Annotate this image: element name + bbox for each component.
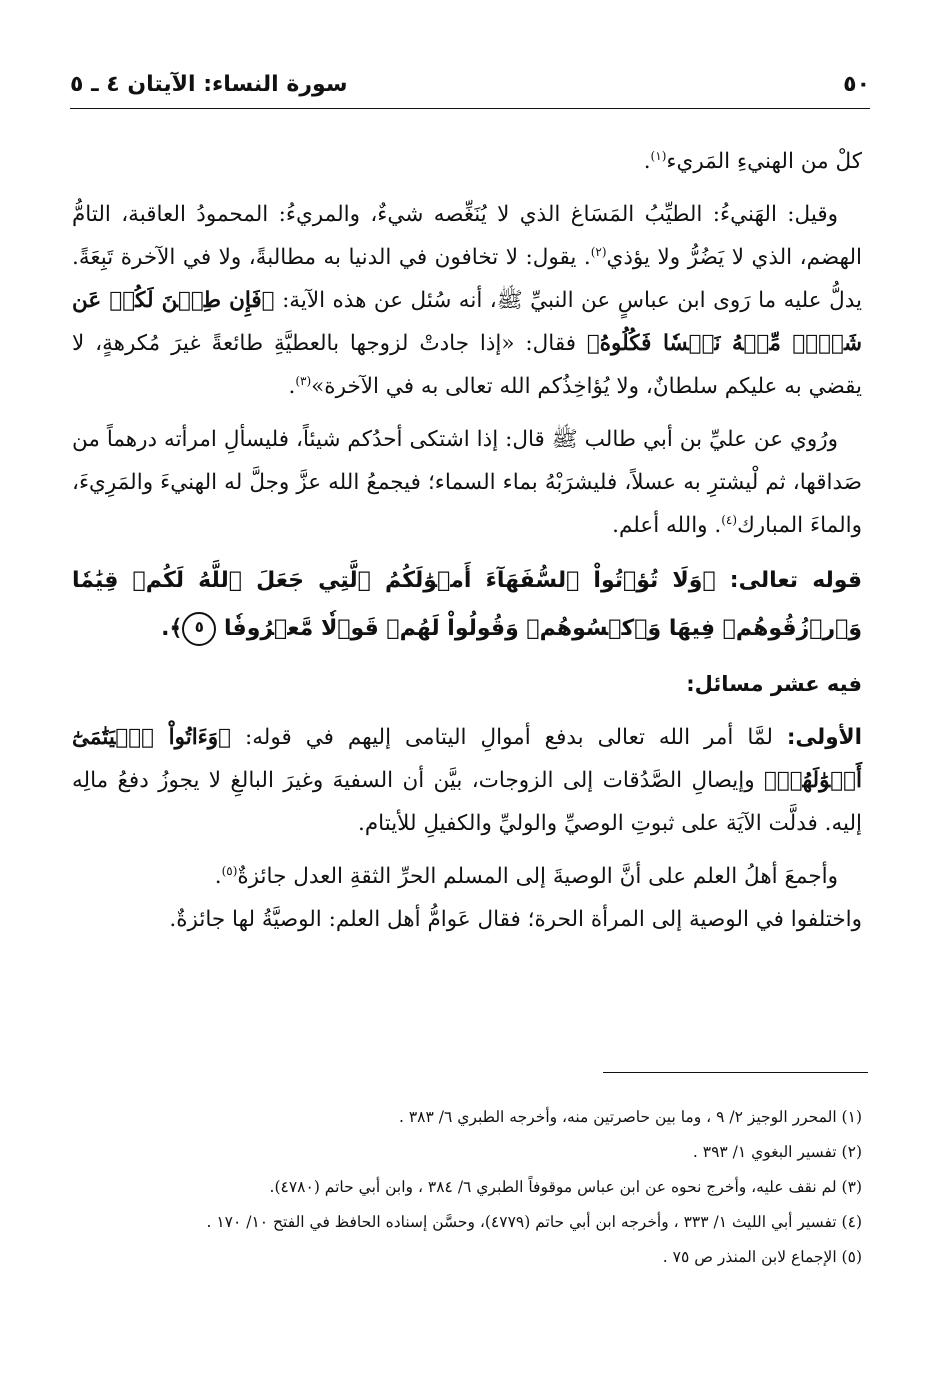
- footnote-1: (١) المحرر الوجيز ٢/ ٩ ، وما بين حاصرتين منه، وأخرجه الطبري ٦/ ٣٨٣ .: [399, 1108, 862, 1126]
- footnote-ref-5: (٥): [221, 863, 238, 878]
- verse-block: قوله تعالى: ﴿وَلَا تُؤۡتُواْ ٱلسُّفَهَآءَ أَمۡوَٰلَكُمُ ٱلَّتِي جَعَلَ ٱللَّهُ لَكُمۡ قِيَٰمٗا وَٱرۡزُقُوهُمۡ فِيهَا وَٱكۡسُوهُمۡ وَقُولُواْ لَهُمۡ قَوۡلٗا مَّعۡرُوفٗا ٥﴾.: [72, 557, 862, 653]
- issue-label: الأولى:: [786, 725, 862, 750]
- paragraph-5: وأجمعَ أهلُ العلم على أنَّ الوصيةَ إلى المسلم الحرِّ الثقةِ العدل جائزةٌ$^{(٥)}$.: [214, 863, 838, 889]
- paragraph-1: كلْ من الهنيءِ المَريء$^{(١)}$.: [643, 148, 862, 174]
- section-heading: فيه عشر مسائل:: [686, 672, 862, 696]
- header-rule: [70, 108, 870, 109]
- verse-lead: قوله تعالى:: [715, 568, 862, 593]
- page-header: [70, 62, 870, 106]
- paragraph-2: وقيل: الهَنيءُ: الطيِّبُ المَسَاغ الذي لا يُنَغِّصه شيءٌ، والمريءُ: المحمودُ العاقبة، التامُّ الهضم، الذي لا يَضُرُّ ولا يؤذي$^{(٢)}$. يقول: لا تخافون في الدنيا به مطالبةً، ولا في الآخرة تَبِعَةً. يدلُّ عليه ما رَوى ابن عباسٍ عن النبيِّ ﷺ، أنه سُئل عن هذه الآية: ﴿فَإِن طِبۡنَ لَكُمۡ عَن شَيۡءٖ مِّنۡهُ نَفۡسٗا فَكُلُوهُ﴾ فقال: «إذا جادتْ لزوجها بالعطيَّةِ طائعةً غيرَ مُكرهةٍ، لا يقضي به عليكم سلطانٌ، ولا يُؤاخِذُكم الله تعالى به في الآخرة»$^{(٣)}$.: [72, 202, 862, 399]
- footnote-3: (٣) لم نقف عليه، وأخرج نحوه عن ابن عباس موقوفاً الطبري ٦/ ٣٨٤ ، وابن أبي حاتم (٤٧٨٠).: [269, 1178, 862, 1196]
- footnote-ref-3: (٣): [295, 373, 312, 388]
- verse-text: ﴿وَلَا تُؤۡتُواْ ٱلسُّفَهَآءَ أَمۡوَٰلَكُمُ ٱلَّتِي جَعَلَ ٱللَّهُ لَكُمۡ قِيَٰمٗا وَٱرۡزُقُوهُمۡ فِيهَا وَٱكۡسُوهُمۡ وَقُولُواْ لَهُمۡ قَوۡلٗا مَّعۡرُوفٗا: [72, 568, 862, 641]
- ayah-number-icon: ٥: [182, 612, 216, 646]
- footnote-5: (٥) الإجماع لابن المنذر ص ٧٥ .: [662, 1248, 862, 1266]
- footnote-4: (٤) تفسير أبي الليث ١/ ٣٣٣ ، وأخرجه ابن أبي حاتم (٤٧٧٩)، وحسَّن إسناده الحافظ في الفتح ١٠/ ١٧٠ .: [206, 1213, 862, 1231]
- footnotes: [80, 1100, 862, 1275]
- running-title: سورة النساء: الآيتان ٤ ـ ٥: [70, 71, 348, 97]
- footnote-2: (٢) تفسير البغوي ١/ ٣٩٣ .: [692, 1143, 862, 1161]
- footnote-rule: [603, 1072, 868, 1073]
- page-number: ٥٠: [843, 71, 870, 97]
- footnote-ref-2: (٢): [590, 244, 607, 259]
- quran-quote-2: ﴿وَءَاتُواْ ٱلۡيَتَٰمَىٰٓ أَمۡوَٰلَهُمۡ﴾: [72, 725, 862, 793]
- paragraph-6: واختلفوا في الوصية إلى المرأة الحرة؛ فقال عَوامُّ أهل العلم: الوصيَّةُ لها جائزةٌ.: [169, 907, 862, 932]
- footnote-ref-1: (١): [650, 148, 667, 163]
- paragraph-4: الأولى: لمَّا أمر الله تعالى بدفع أموالِ اليتامى إليهم في قوله: ﴿وَءَاتُواْ ٱلۡيَتَٰمَىٰٓ أَمۡوَٰلَهُمۡ﴾ وإيصالِ الصَّدُقات إلى الزوجات، بيَّن أن السفيهَ وغيرَ البالغِ لا يجوزُ دفعُ مالِه إليه. فدلَّت الآيَة على ثبوتِ الوصيِّ والوليِّ والكفيلِ للأيتام.: [72, 725, 862, 836]
- footnote-ref-4: (٤): [721, 512, 738, 527]
- main-text: [72, 140, 862, 951]
- quran-quote: ﴿فَإِن طِبۡنَ لَكُمۡ عَن شَيۡءٖ مِّنۡهُ نَفۡسٗا فَكُلُوهُ﴾: [72, 288, 862, 356]
- paragraph-3: ورُوي عن عليِّ بن أبي طالب ﷺ قال: إذا اشتكى أحدُكم شيئاً، فليسألِ امرأته درهماً من صَداقها، ثم لْيشترِ به عسلاً، فليشرَبْهُ بماء السماء؛ فيجمعُ الله عزَّ وجلَّ له الهنيءَ والمَرِيءَ، والماءَ المبارك$^{(٤)}$. والله أعلم.: [72, 427, 862, 538]
